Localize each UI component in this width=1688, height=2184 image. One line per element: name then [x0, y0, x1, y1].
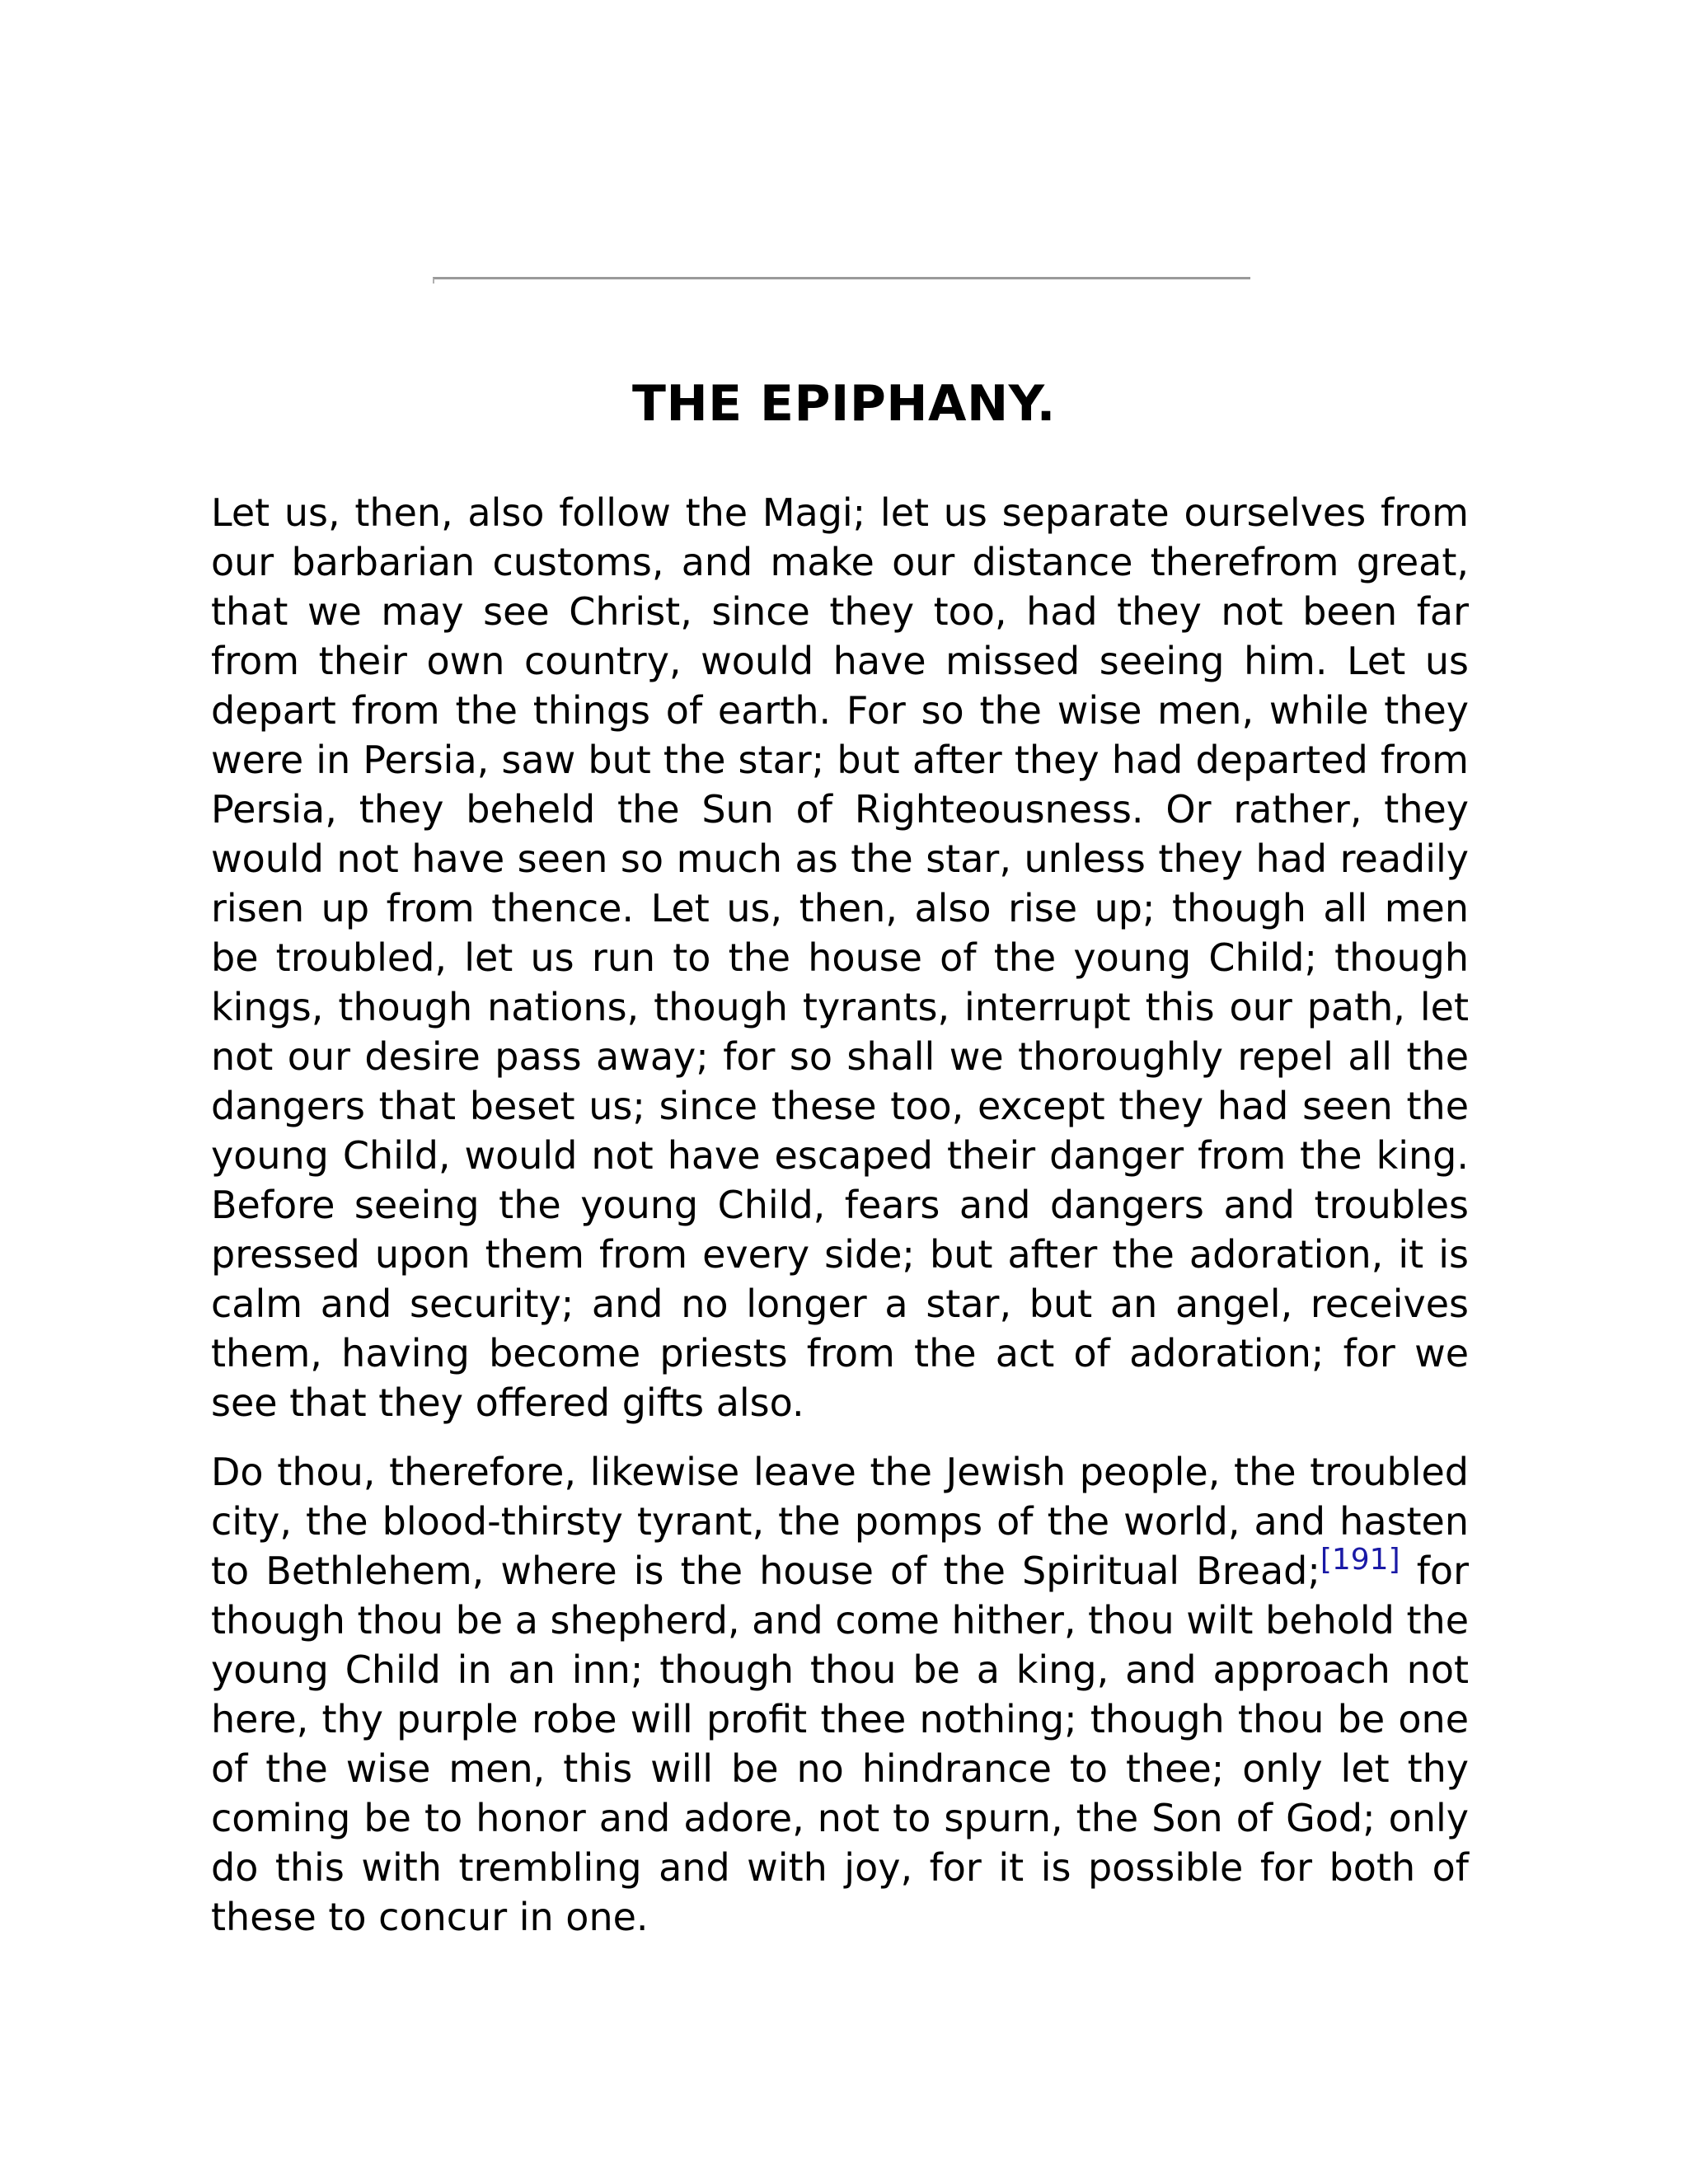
horizontal-rule — [433, 277, 1250, 284]
footnote-link[interactable]: [191] — [1320, 1543, 1400, 1577]
page-title: THE EPIPHANY. — [632, 375, 1056, 433]
paragraph-1: Let us, then, also follow the Magi; let us separate ourselves from our barbarian customs, and make our distance therefrom great, that we may see Christ, since they too, had they not been far from their own country, would have missed seeing him. Let us depart from the things of earth. For so the wise men, while they were in Persia, saw but the star; but after they had departed from Persia, they beheld the Sun of Righteousness. Or rather, they would not have seen so much as the star, unless they had readily risen up from thence. Let us, then, also rise up; though all men be troubled, let us run to the house of the young Child; though kings, though nations, though tyrants, interrupt this our path, let not our desire pass away; for so shall we thoroughly repel all the dangers that beset us; since these too, except they had seen the young Child, would not have escaped their danger from the king. Before seeing the young Child, fears and dangers and troubles pressed upon them from every side; but after the adoration, it is calm and security; and no longer a star, but an angel, receives them, having become priests from the act of adoration; for we see that they offered gifts also. — [211, 490, 1469, 1425]
paragraph-2-text-end: for though thou be a shepherd, and come hither, thou wilt behold the young Child in an inn; though thou be a king, and approach not here, thy purple robe will profit thee nothing; though thou be one of the wise men, this will be no hindrance to thee; only let thy coming be to honor and adore, not to spurn, the Son of God; only do this with trembling and with joy, for it is possible for both of these to concur in one. — [211, 1549, 1469, 1939]
paragraph-2 — [211, 1447, 1469, 1942]
body-text — [211, 488, 1469, 1961]
paragraph-2-text-start: Do thou, therefore, likewise leave the Jewish people, the troubled city, the blood-thirsty tyrant, the pomps of the world, and hasten to Bethlehem, where is the house of the Spiritual Bread; — [211, 1450, 1469, 1593]
